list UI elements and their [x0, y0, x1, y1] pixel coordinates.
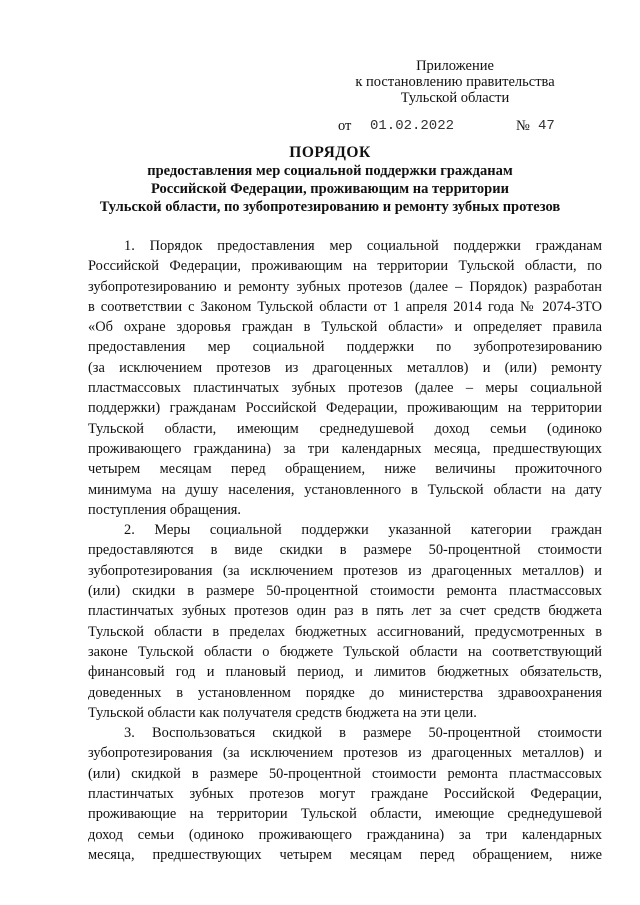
paragraph-3-line: (или) скидкой в размере 50-процентной стоимости ремонта пластмассовых: [88, 765, 602, 782]
appendix-line: Приложение: [416, 58, 494, 74]
paragraph-2-line: Тульской области в пределах бюджетных ассигнований, предусмотренных в: [88, 623, 602, 640]
paragraph-2-line: доведенных в установленном порядке до министерства здравоохранения: [88, 684, 602, 701]
resolution-date: 01.02.2022: [370, 118, 455, 134]
paragraph-2-line: Тульской области как получателя средств бюджета на эти цели.: [88, 704, 477, 721]
document-subtitle: [60, 162, 600, 216]
number-label: №: [516, 118, 530, 134]
paragraph-1-line: Тульской области, имеющим среднедушевой доход семьи (одиноко: [88, 420, 602, 437]
paragraph-1-line: минимума на душу населения, установленного в Тульской области на дату: [88, 481, 602, 498]
resolution-number: 47: [538, 118, 555, 134]
paragraph-3-line: пластинчатых зубных протезов могут граждане Российской Федерации,: [88, 786, 602, 803]
paragraph-1-line: 1. Порядок предоставления мер социальной поддержки гражданам: [124, 238, 602, 254]
paragraph-1-line: зубопротезированию и ремонту зубных протезов (далее – Порядок) разработан: [88, 278, 602, 295]
document-title: ПОРЯДОК: [289, 144, 371, 161]
paragraph-2-line: 2. Меры социальной поддержки указанной категории граждан: [124, 522, 602, 539]
paragraph-2-line: (или) скидки в размере 50-процентной стоимости ремонта пластмассовых: [88, 583, 602, 600]
appendix-line: к постановлению правительства: [355, 74, 555, 90]
from-label: от: [338, 118, 352, 134]
paragraph-2-line: предоставляются в виде скидки в размере 50-процентной стоимости: [88, 542, 602, 559]
paragraph-2-line: законе Тульской области о бюджете Тульской области на соответствующий: [88, 643, 602, 660]
paragraph-1-line: четырем месяцам перед обращением, ниже величины прожиточного: [88, 461, 602, 478]
paragraph-1-line: пластмассовых пластинчатых зубных протезов (далее – меры социальной: [88, 380, 602, 397]
subtitle-line: Тульской области, по зубопротезированию и ремонту зубных протезов: [99, 199, 561, 215]
paragraph-3-line: 3. Воспользоваться скидкой в размере 50-процентной стоимости: [124, 725, 602, 742]
paragraph-3-line: проживающие на территории Тульской области, имеющие среднедушевой: [88, 806, 602, 823]
subtitle-line: предоставления мер социальной поддержки гражданам: [147, 163, 513, 179]
document-body: [88, 236, 602, 865]
resolution-date-number: [338, 118, 598, 136]
paragraph-1-line: предоставления мер социальной поддержки по зубопротезированию: [88, 339, 602, 356]
paragraph-3-line: доход семьи (одиноко проживающего гражданина) за три календарных: [88, 826, 602, 843]
appendix-line: Тульской области: [400, 90, 510, 106]
paragraph-1-line: поступления обращения.: [88, 501, 242, 518]
paragraph-1-line: Российской Федерации, проживающим на территории Тульской области, по: [88, 258, 602, 275]
paragraph-1-line: проживающего гражданина) за три календарных месяца, предшествующих: [88, 440, 602, 457]
paragraph-2-line: пластинчатых зубных протезов один раз в пять лет за счет средств бюджета: [88, 603, 602, 620]
paragraph-1-line: в соответствии с Законом Тульской области от 1 апреля 2014 года № 2074-ЗТО: [88, 298, 602, 315]
paragraph-2-line: финансовый год и плановый период, и лимитов бюджетных обязательств,: [88, 664, 602, 681]
paragraph-1-line: «Об охране здоровья граждан в Тульской области» и определяет правила: [88, 319, 602, 336]
appendix-block: [330, 58, 580, 106]
subtitle-line: Российской Федерации, проживающим на территории: [151, 181, 509, 197]
paragraph-1-line: (за исключением протезов из драгоценных металлов) и (или) ремонту: [88, 359, 602, 376]
paragraph-3-line: месяца, предшествующих четырем месяцам перед обращением, ниже: [88, 846, 602, 863]
paragraph-2-line: зубопротезирования (за исключением протезов из драгоценных металлов) и: [88, 562, 602, 579]
paragraph-3-line: зубопротезирования (за исключением протезов из драгоценных металлов) и: [88, 745, 602, 762]
paragraph-1-line: поддержки) гражданам Российской Федерации, проживающим на территории: [88, 400, 602, 417]
